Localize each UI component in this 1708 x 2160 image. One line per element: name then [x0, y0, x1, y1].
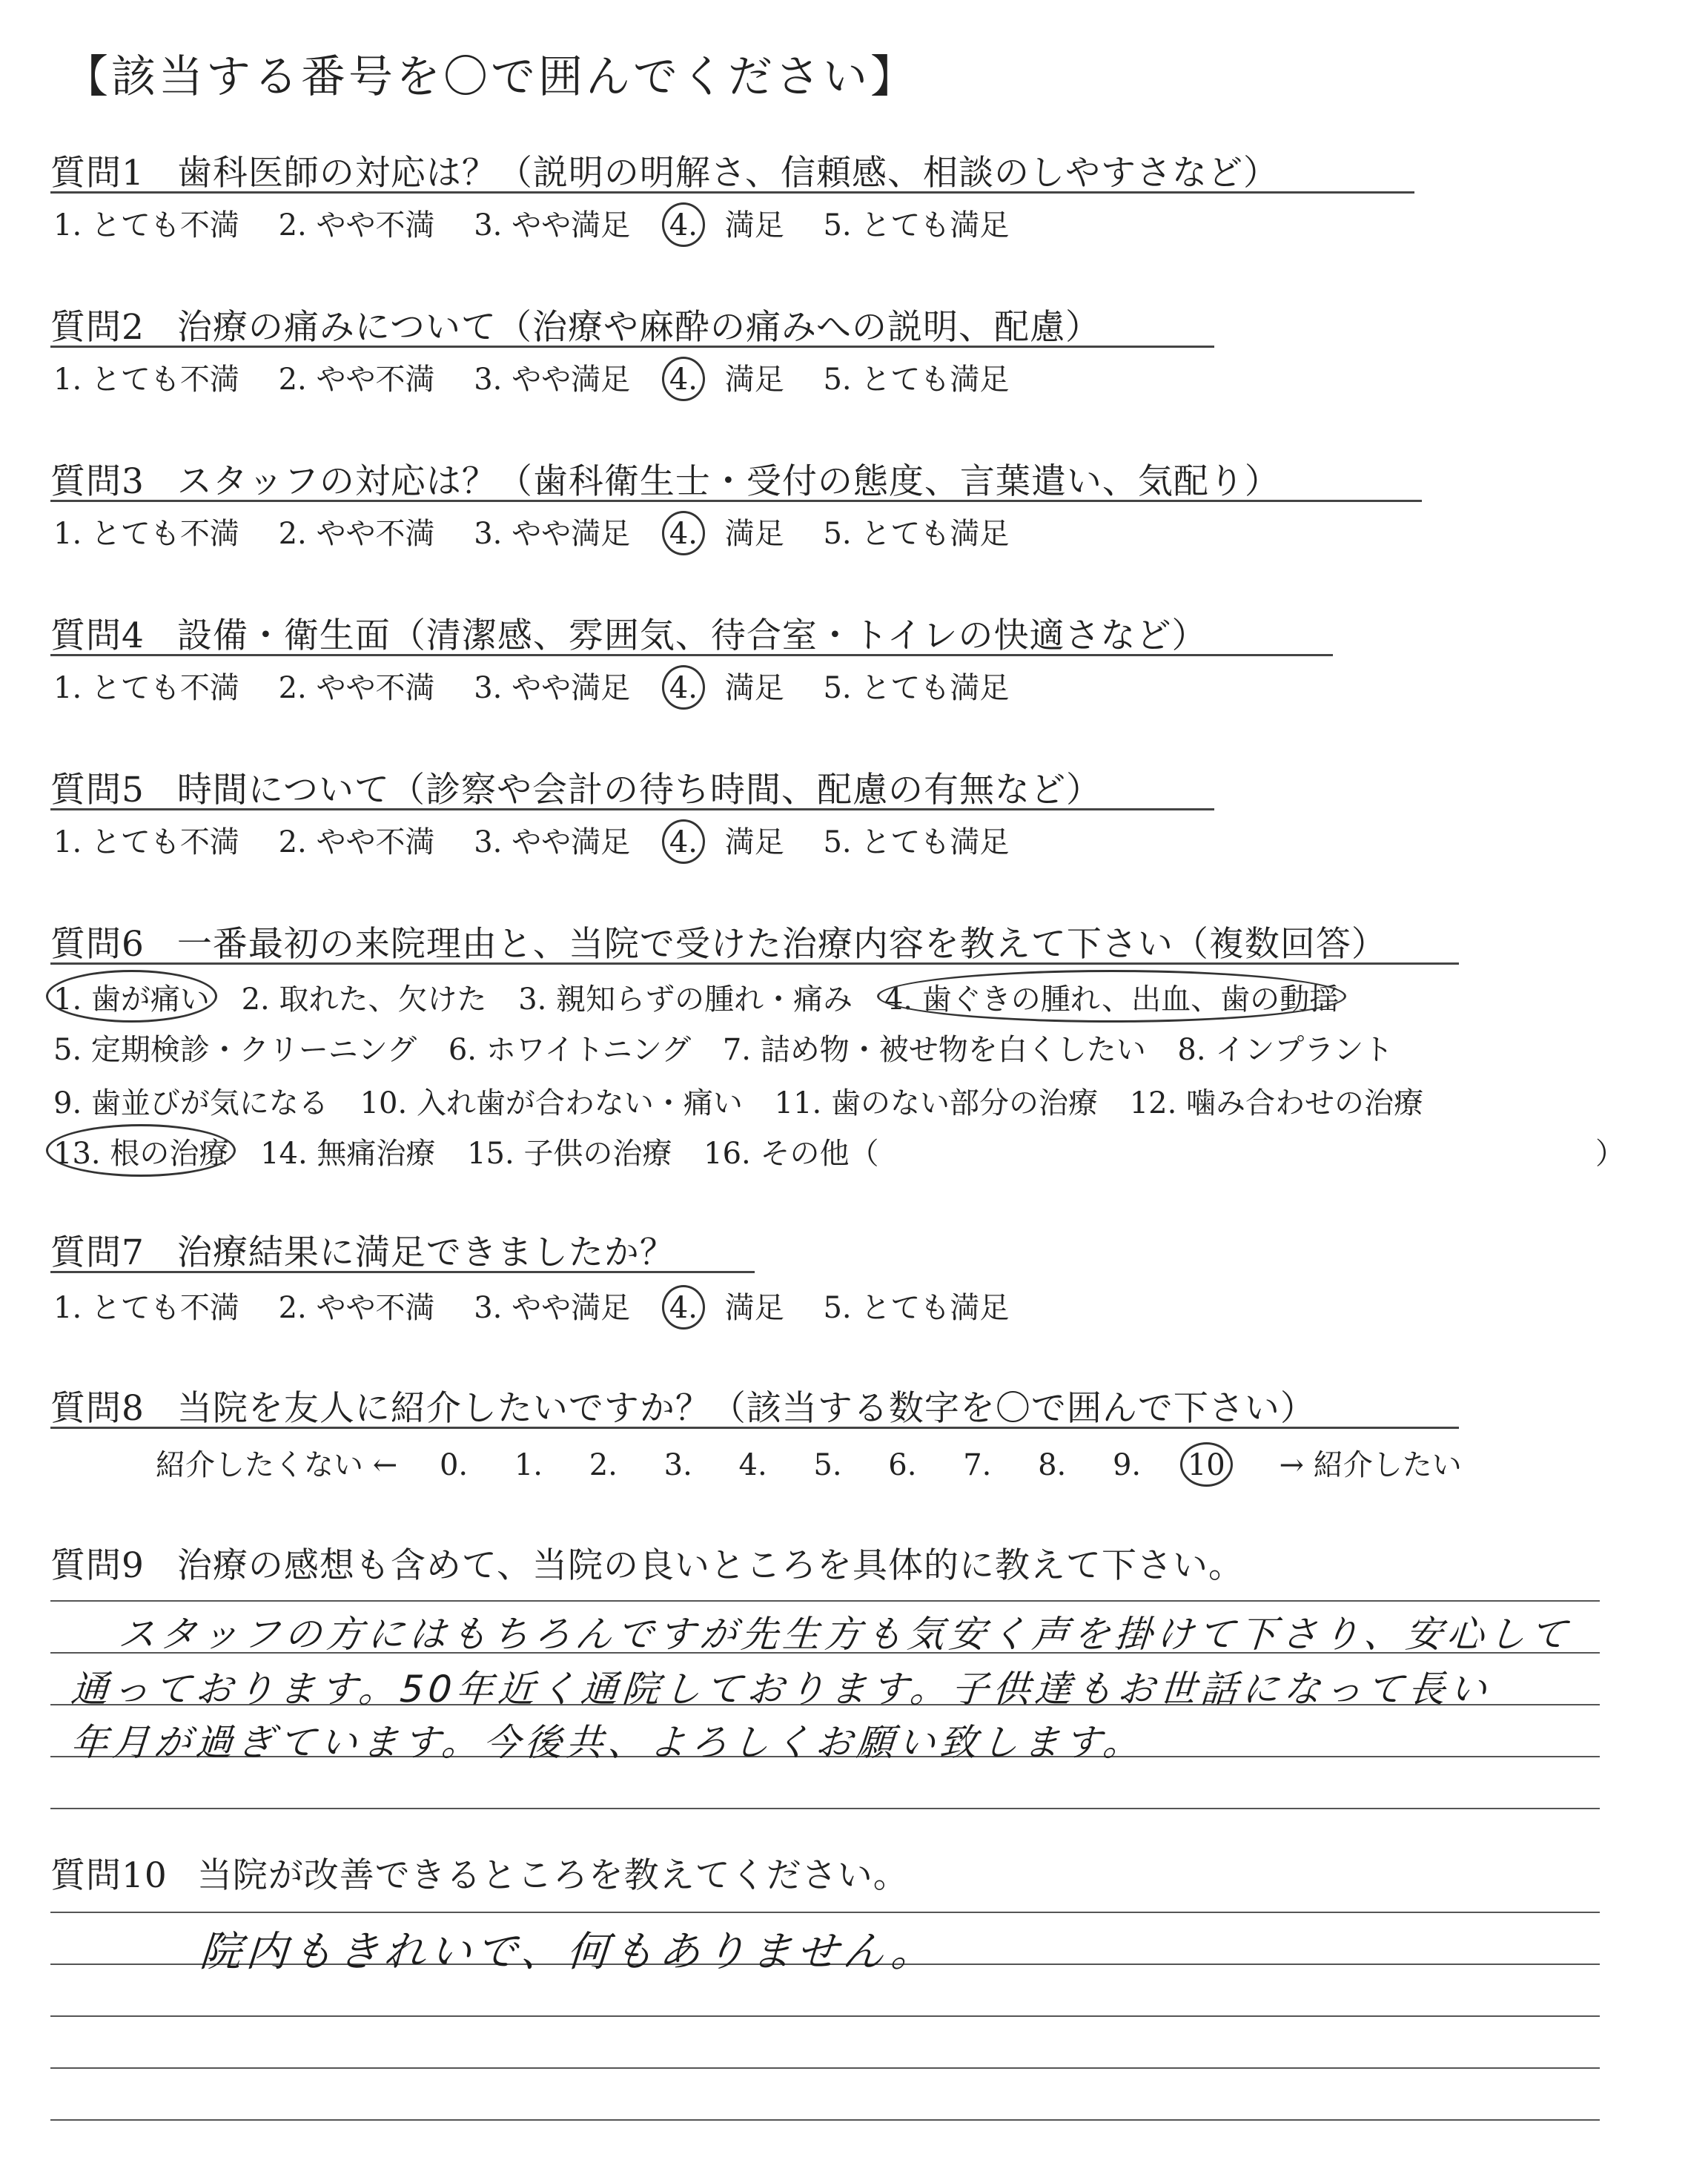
option-2[interactable]: 2. やや不満 — [278, 1291, 435, 1325]
answer-line — [50, 1600, 1600, 1602]
option-1[interactable]: 1. とても不満 — [53, 208, 239, 242]
q6-option-label: 歯ぐきの腫れ、出血、歯の動揺 — [921, 982, 1340, 1017]
answer-options-q7 — [53, 1284, 1039, 1327]
answer-options-q5 — [53, 819, 1039, 861]
q8-right-label: → 紹介したい — [1279, 1448, 1462, 1482]
option-4-number: 4. — [669, 363, 698, 397]
q8-number-6[interactable]: 6. — [888, 1448, 917, 1482]
question-underline — [50, 654, 1333, 656]
selection-circle — [877, 970, 1346, 1023]
q8-number-text: 10 — [1187, 1448, 1225, 1482]
answer-options-q3 — [53, 510, 1039, 552]
q6-option-12[interactable]: 12. 噛み合わせの治療 — [1129, 1086, 1424, 1120]
option-4-selected[interactable] — [669, 517, 698, 551]
question-number: 質問5 — [50, 770, 145, 810]
question-5 — [50, 762, 1102, 812]
option-3[interactable]: 3. やや満足 — [474, 1291, 631, 1325]
option-4-label: 満足 — [724, 517, 784, 551]
question-text: スタッフの対応は？（歯科衛生士・受付の態度、言葉遣い、気配り） — [176, 461, 1280, 502]
q6-option-1-selected[interactable] — [53, 976, 210, 1018]
question-text: 当院が改善できるところを教えてください。 — [196, 1855, 909, 1896]
question-number: 質問7 — [50, 1232, 145, 1273]
option-1[interactable]: 1. とても不満 — [53, 363, 239, 397]
question-text: 時間について（診察や会計の待ち時間、配慮の有無など） — [176, 770, 1102, 810]
answer-line — [50, 2119, 1600, 2121]
question-text: 設備・衛生面（清潔感、雰囲気、待合室・トイレの快適さなど） — [176, 615, 1208, 656]
option-3[interactable]: 3. やや満足 — [474, 517, 631, 551]
q8-number-7[interactable]: 7. — [963, 1448, 992, 1482]
question-4 — [50, 608, 1208, 658]
question-7 — [50, 1225, 675, 1275]
q6-option-15[interactable]: 15. 子供の治療 — [467, 1137, 672, 1171]
q6-option-5[interactable]: 5. 定期検診・クリーニング — [53, 1033, 417, 1067]
q10-answer-line-1: 院内もきれいで、何もありません。 — [198, 1928, 939, 1976]
question-text: 治療結果に満足できましたか？ — [176, 1232, 675, 1273]
q6-option-4-selected[interactable] — [884, 976, 1339, 1018]
q8-number-4[interactable]: 4. — [738, 1448, 767, 1482]
question-10 — [50, 1848, 909, 1898]
option-3[interactable]: 3. やや満足 — [474, 363, 631, 397]
q6-option-13-selected[interactable] — [53, 1130, 228, 1172]
option-1[interactable]: 1. とても不満 — [53, 671, 239, 705]
option-2[interactable]: 2. やや不満 — [278, 363, 435, 397]
question-1 — [50, 145, 1279, 195]
selection-circle — [662, 819, 705, 864]
option-5[interactable]: 5. とても満足 — [823, 825, 1010, 859]
option-4-selected[interactable] — [669, 1291, 698, 1325]
q8-number-1[interactable]: 1. — [514, 1448, 543, 1482]
q6-option-7[interactable]: 7. 詰め物・被せ物を白くしたい — [722, 1033, 1146, 1067]
q6-other-close-paren: ） — [1595, 1137, 1625, 1171]
question-number: 質問2 — [50, 307, 145, 348]
question-6 — [50, 916, 1387, 966]
option-4-selected[interactable] — [669, 208, 698, 242]
q6-option-11[interactable]: 11. 歯のない部分の治療 — [774, 1086, 1098, 1120]
answer-options-q4 — [53, 664, 1039, 707]
selection-circle — [662, 665, 705, 710]
option-5[interactable]: 5. とても満足 — [823, 671, 1010, 705]
q6-options-row-3 — [53, 1080, 1446, 1122]
q8-number-10-selected[interactable] — [1188, 1448, 1225, 1482]
question-underline — [50, 346, 1214, 348]
question-number: 質問4 — [50, 615, 145, 656]
answer-line — [50, 2067, 1600, 2069]
q6-option-6[interactable]: 6. ホワイトニング — [448, 1033, 692, 1067]
option-4-number: 4. — [669, 208, 698, 242]
selection-circle — [662, 511, 705, 555]
answer-line — [50, 2015, 1600, 2017]
option-5[interactable]: 5. とても満足 — [823, 208, 1010, 242]
q9-answer-line-3: 年月が過ぎています。今後共、よろしくお願い致します。 — [69, 1721, 1146, 1764]
question-text: 治療の感想も含めて、当院の良いところを具体的に教えて下さい。 — [176, 1545, 1244, 1586]
selection-circle — [46, 970, 217, 1023]
q6-option-2[interactable]: 2. 取れた、欠けた — [241, 982, 487, 1017]
question-number: 質問3 — [50, 461, 145, 502]
selection-circle — [662, 357, 705, 401]
q6-option-14[interactable]: 14. 無痛治療 — [260, 1137, 436, 1171]
answer-line — [50, 1912, 1600, 1913]
question-9 — [50, 1538, 1244, 1588]
q6-option-number: 1. — [53, 982, 82, 1017]
question-3 — [50, 454, 1280, 503]
question-2 — [50, 300, 1101, 349]
answer-options-q2 — [53, 356, 1039, 398]
q6-option-10[interactable]: 10. 入れ歯が合わない・痛い — [360, 1086, 743, 1120]
option-4-number: 4. — [669, 825, 698, 859]
option-4-selected[interactable] — [669, 671, 698, 705]
question-number: 質問10 — [50, 1855, 168, 1896]
q8-left-label: 紹介したくない ← — [156, 1448, 398, 1482]
option-4-selected[interactable] — [669, 363, 698, 397]
q6-option-9[interactable]: 9. 歯並びが気になる — [53, 1086, 328, 1120]
option-2[interactable]: 2. やや不満 — [278, 208, 435, 242]
question-number: 質問8 — [50, 1388, 145, 1429]
selection-circle — [46, 1124, 236, 1177]
q6-option-label: 根の治療 — [110, 1137, 229, 1171]
selection-circle — [1180, 1442, 1233, 1487]
question-number: 質問9 — [50, 1545, 145, 1586]
q6-options-row-1 — [53, 976, 1361, 1018]
option-4-number: 4. — [669, 671, 698, 705]
q6-option-number: 13. — [53, 1137, 101, 1171]
option-4-label: 満足 — [724, 671, 784, 705]
option-3[interactable]: 3. やや満足 — [474, 671, 631, 705]
question-8 — [50, 1381, 1316, 1430]
option-1[interactable]: 1. とても不満 — [53, 517, 239, 551]
q6-option-number: 4. — [884, 982, 913, 1017]
option-3[interactable]: 3. やや満足 — [474, 825, 631, 859]
option-4-selected[interactable] — [669, 825, 698, 859]
option-2[interactable]: 2. やや不満 — [278, 517, 435, 551]
option-5[interactable]: 5. とても満足 — [823, 363, 1010, 397]
q8-number-5[interactable]: 5. — [813, 1448, 842, 1482]
option-4-label: 満足 — [724, 208, 784, 242]
question-text: 当院を友人に紹介したいですか？（該当する数字を〇で囲んで下さい） — [176, 1388, 1316, 1429]
question-text: 治療の痛みについて（治療や麻酔の痛みへの説明、配慮） — [176, 307, 1102, 348]
q8-number-8[interactable]: 8. — [1038, 1448, 1067, 1482]
option-2[interactable]: 2. やや不満 — [278, 825, 435, 859]
form-header: 【該当する番号を〇で囲んでください】 — [64, 51, 918, 103]
option-4-number: 4. — [669, 1291, 698, 1325]
option-4-label: 満足 — [724, 825, 784, 859]
question-underline — [50, 962, 1459, 965]
q6-options-row-4 — [53, 1130, 901, 1172]
option-5[interactable]: 5. とても満足 — [823, 1291, 1010, 1325]
question-number: 質問6 — [50, 924, 145, 965]
q8-number-0[interactable]: 0. — [439, 1448, 469, 1482]
question-text: 一番最初の来院理由と、当院で受けた治療内容を教えて下さい（複数回答） — [176, 924, 1387, 965]
option-1[interactable]: 1. とても不満 — [53, 825, 239, 859]
question-number: 質問1 — [50, 153, 145, 194]
q8-scale — [156, 1441, 1462, 1484]
option-3[interactable]: 3. やや満足 — [474, 208, 631, 242]
selection-circle — [662, 202, 705, 247]
q8-number-9[interactable]: 9. — [1112, 1448, 1142, 1482]
option-1[interactable]: 1. とても不満 — [53, 1291, 239, 1325]
option-2[interactable]: 2. やや不満 — [278, 671, 435, 705]
q6-option-label: 歯が痛い — [90, 982, 210, 1017]
q6-option-8[interactable]: 8. インプラント — [1177, 1033, 1394, 1067]
option-5[interactable]: 5. とても満足 — [823, 517, 1010, 551]
question-text: 歯科医師の対応は？（説明の明解さ、信頼感、相談のしやすさなど） — [176, 153, 1280, 194]
question-underline — [50, 500, 1422, 502]
question-underline — [50, 1271, 755, 1273]
question-underline — [50, 191, 1414, 194]
q6-option-16[interactable]: 16. その他（ — [704, 1137, 879, 1171]
answer-options-q1 — [53, 202, 1039, 244]
answer-line — [50, 1808, 1600, 1809]
question-underline — [50, 808, 1214, 810]
q8-number-3[interactable]: 3. — [663, 1448, 692, 1482]
option-4-label: 満足 — [724, 1291, 784, 1325]
q6-option-3[interactable]: 3. 親知らずの腫れ・痛み — [518, 982, 853, 1017]
option-4-number: 4. — [669, 517, 698, 551]
q8-number-2[interactable]: 2. — [589, 1448, 618, 1482]
q9-answer-line-2: 通っております。50年近く通院しております。子供達もお世話になって長い — [69, 1668, 1493, 1711]
q9-answer-line-1: スタッフの方にはもちろんですが先生方も気安く声を掛けて下さり、安心して — [116, 1613, 1573, 1656]
selection-circle — [662, 1285, 705, 1330]
q6-options-row-2 — [53, 1026, 1415, 1069]
question-underline — [50, 1427, 1459, 1429]
option-4-label: 満足 — [724, 363, 784, 397]
